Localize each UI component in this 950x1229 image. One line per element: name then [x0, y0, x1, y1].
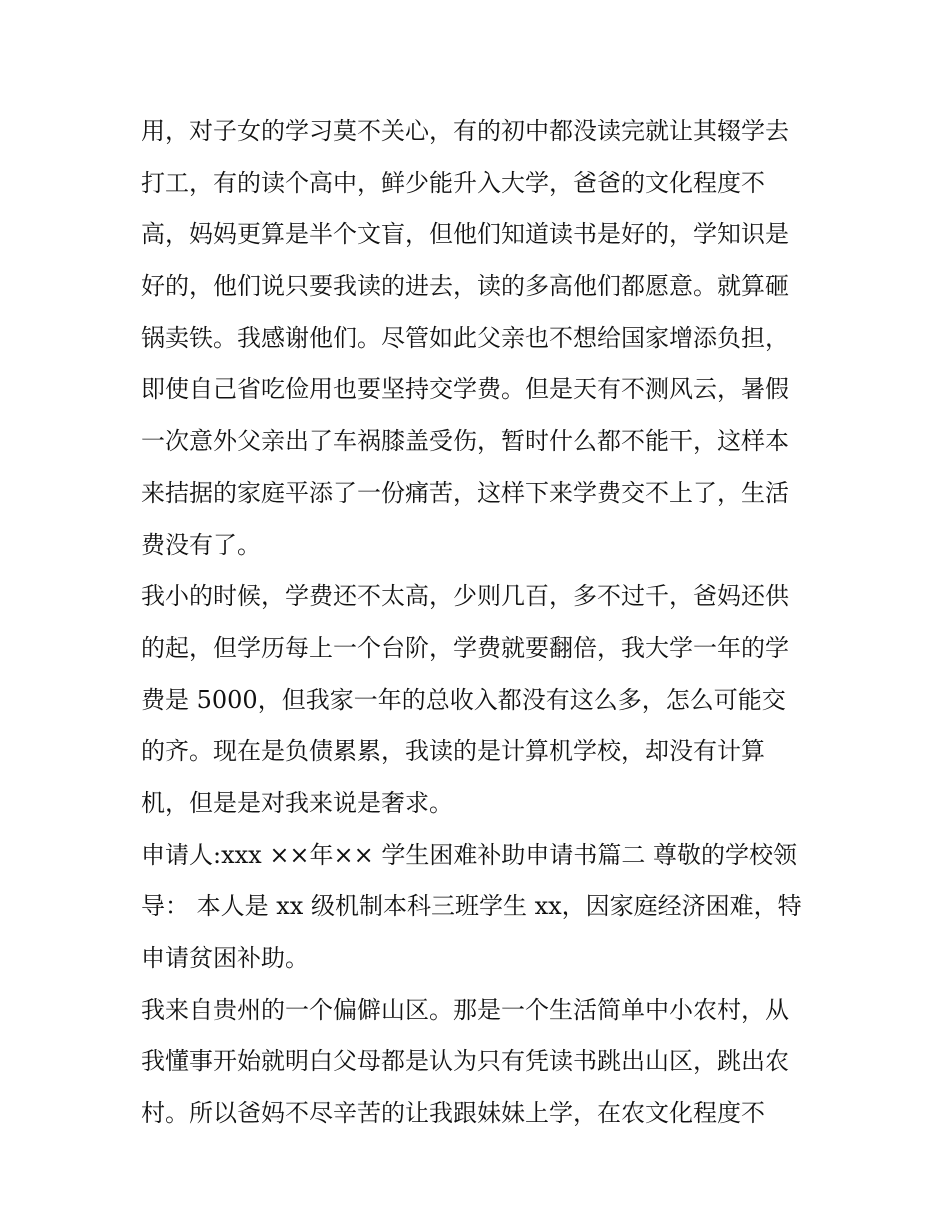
text-line: 打工，有的读个高中，鲜少能升入大学，爸爸的文化程度不 [141, 168, 765, 197]
text-line: 费是 5000，但我家一年的总收入都没有这么多，怎么可能交 [141, 685, 786, 714]
text-line: 一次意外父亲出了车祸膝盖受伤，暂时什么都不能干，这样本 [141, 427, 789, 456]
text-line: 我小的时候，学费还不太高，少则几百，多不过千，爸妈还供 [141, 582, 789, 611]
text-line: 来拮据的家庭平添了一份痛苦，这样下来学费交不上了，生活 [141, 478, 789, 507]
text-line: 高，妈妈更算是半个文盲，但他们知道读书是好的，学知识是 [141, 220, 789, 249]
text-line: 的起，但学历每上一个台阶，学费就要翻倍，我大学一年的学 [141, 633, 789, 662]
text-line: 用，对子女的学习莫不关心，有的初中都没读完就让其辍学去 [141, 117, 789, 145]
text-line: 申请贫困补助。 [141, 944, 309, 972]
text-line: 申请人:xxx ××年×× 学生困难补助申请书篇二 尊敬的学校领 [141, 840, 798, 869]
text-line: 费没有了。 [141, 530, 261, 559]
text-line: 即使自己省吃俭用也要坚持交学费。但是天有不测风云，暑假 [141, 375, 789, 404]
text-line: 导： 本人是 xx 级机制本科三班学生 xx，因家庭经济困难，特 [141, 892, 802, 921]
text-line: 机，但是是对我来说是奢求。 [141, 788, 453, 817]
text-line: 锅卖铁。我感谢他们。尽管如此父亲也不想给国家增添负担， [141, 323, 789, 352]
text-line: 村。所以爸妈不尽辛苦的让我跟妹妹上学，在农文化程度不 [141, 1099, 765, 1128]
text-line: 的齐。现在是负债累累，我读的是计算机学校，却没有计算 [141, 737, 765, 766]
text-line: 好的，他们说只要我读的进去，读的多高他们都愿意。就算砸 [141, 272, 789, 301]
text-line: 我懂事开始就明白父母都是认为只有凭读书跳出山区，跳出农 [141, 1047, 789, 1076]
document-body [141, 106, 821, 1140]
text-line: 我来自贵州的一个偏僻山区。那是一个生活简单中小农村，从 [141, 995, 789, 1024]
